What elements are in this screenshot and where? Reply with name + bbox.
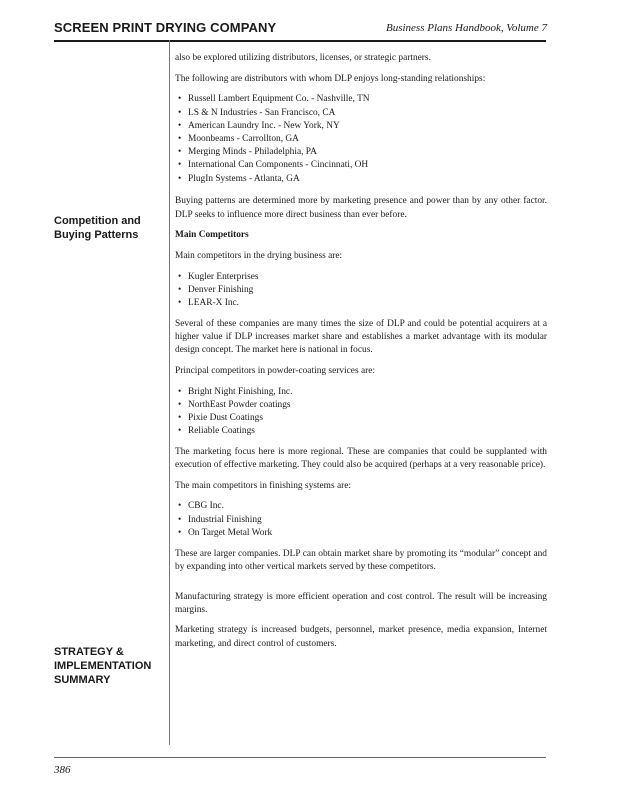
powder-intro: Principal competitors in powder-coating services are: bbox=[175, 365, 376, 376]
list-item: • On Target Metal Work bbox=[188, 527, 547, 540]
finishing-note: These are larger companies. DLP can obtain market share by promoting its “modular” concept and by expanding into other vertical markets served by these competitors. bbox=[175, 548, 547, 572]
list-item: • LEAR-X Inc. bbox=[188, 297, 547, 310]
finishing-intro: The main competitors in finishing systems are: bbox=[175, 480, 352, 491]
footer-rule bbox=[54, 757, 546, 758]
list-item: • Industrial Finishing bbox=[188, 514, 547, 527]
list-item: • NorthEast Powder coatings bbox=[188, 399, 547, 412]
buying-patterns-paragraph: Buying patterns are determined more by marketing presence and power than by any other factor. DLP seeks to influence more direct business than ever before. bbox=[175, 196, 547, 220]
list-item: • PlugIn Systems - Atlanta, GA bbox=[188, 173, 547, 186]
manufacturing-strategy-paragraph: Manufacturing strategy is more efficient operation and cost control. The result will be increasing margins. bbox=[175, 591, 547, 615]
powder-note: The marketing focus here is more regional. These are companies that could be supplanted with execution of effective marketing. They could also be acquired (perhaps at a very reasonable price). bbox=[175, 446, 547, 471]
list-item: • Pixie Dust Coatings bbox=[188, 412, 547, 425]
list-item: • International Can Components - Cincinnati, OH bbox=[188, 159, 547, 172]
distributors-list bbox=[175, 93, 547, 185]
powder-competitors-list bbox=[175, 386, 547, 439]
strategy-heading-line: SUMMARY bbox=[54, 674, 111, 686]
drying-intro: Main competitors in the drying business are: bbox=[175, 250, 343, 261]
list-item: • Russell Lambert Equipment Co. - Nashville, TN bbox=[188, 93, 547, 106]
page-number: 386 bbox=[54, 764, 71, 776]
header-rule bbox=[54, 40, 546, 42]
list-item: • Merging Minds - Philadelphia, PA bbox=[188, 146, 547, 159]
intro-continuation: also be explored utilizing distributors, licenses, or strategic partners. bbox=[175, 53, 431, 63]
drying-note: Several of these companies are many times the size of DLP and could be potential acquirers at a higher value if DLP increases market share and establishes a market advantage with its modular design concept. The market here is national in focus. bbox=[175, 318, 547, 356]
section-spacer bbox=[175, 582, 547, 591]
running-head-title: SCREEN PRINT DRYING COMPANY bbox=[54, 20, 277, 35]
competition-heading: Competition and Buying Patterns bbox=[54, 215, 141, 241]
list-item: • Moonbeams - Carrollton, GA bbox=[188, 133, 547, 146]
strategy-heading-line: IMPLEMENTATION bbox=[54, 660, 152, 672]
drying-competitors-list bbox=[175, 271, 547, 311]
running-head-publication: Business Plans Handbook, Volume 7 bbox=[385, 22, 547, 34]
list-item: • Reliable Coatings bbox=[188, 425, 547, 438]
list-item: • LS & N Industries - San Francisco, CA bbox=[188, 107, 547, 120]
distributors-intro: The following are distributors with whom DLP enjoys long-standing relationships: bbox=[175, 73, 486, 84]
main-content bbox=[175, 52, 547, 658]
strategy-heading bbox=[54, 645, 162, 687]
strategy-heading-line: STRATEGY & bbox=[54, 646, 124, 658]
finishing-competitors-list bbox=[175, 500, 547, 540]
list-item: • CBG Inc. bbox=[188, 500, 547, 513]
main-competitors-heading: Main Competitors bbox=[175, 230, 249, 241]
list-item: • Kugler Enterprises bbox=[188, 271, 547, 284]
list-item: • Denver Finishing bbox=[188, 284, 547, 297]
list-item: • Bright Night Finishing, Inc. bbox=[188, 386, 547, 399]
list-item: • American Laundry Inc. - New York, NY bbox=[188, 120, 547, 133]
column-divider bbox=[169, 40, 170, 745]
marketing-strategy-paragraph: Marketing strategy is increased budgets, personnel, market presence, media expansion, Internet marketing, and direct control of customers. bbox=[175, 625, 547, 649]
